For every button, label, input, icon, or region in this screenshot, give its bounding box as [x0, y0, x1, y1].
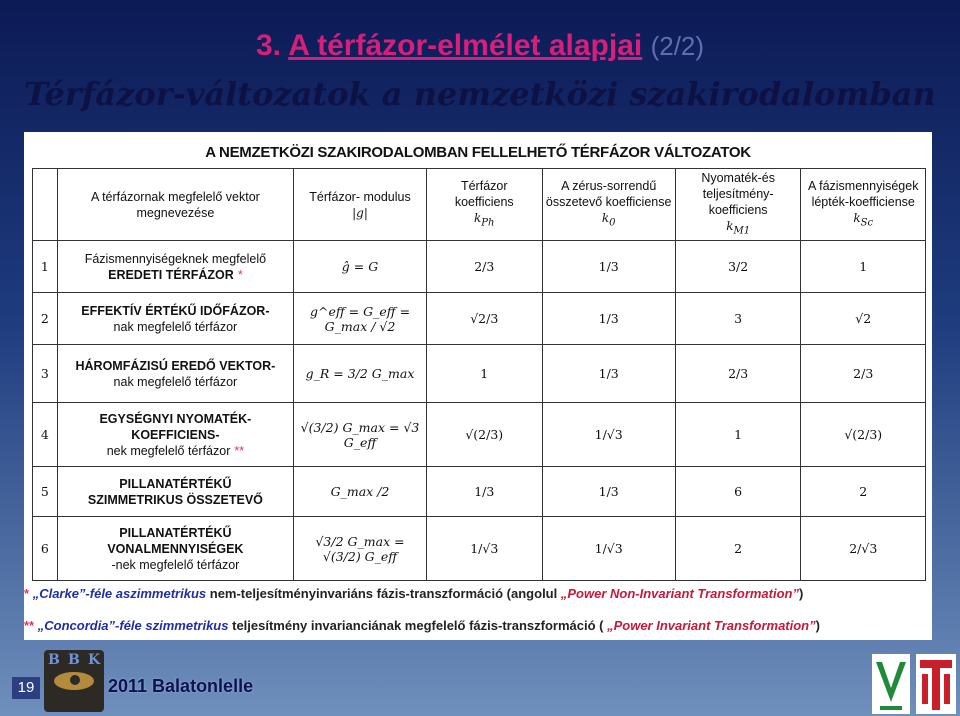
table-panel: [24, 132, 932, 640]
footnote-1-type: aszimmetrikus: [115, 586, 207, 601]
row-k0: 1/3: [542, 293, 675, 345]
row-kph: 1: [426, 345, 542, 403]
bbk-logo: [44, 650, 104, 712]
row-mark: **: [234, 443, 245, 458]
row-name: [57, 345, 293, 403]
row-k0: 1/3: [542, 241, 675, 293]
row-ksc: 2/3: [801, 345, 926, 403]
footnote-2-type: szimmetrikus: [145, 618, 229, 633]
header-kph-symbol: $k_{Ph}$: [474, 211, 495, 229]
row-k0: 1/√3: [542, 403, 675, 467]
logo-letter-1: B: [48, 652, 60, 668]
header-row: [33, 169, 926, 241]
row-name: [57, 293, 293, 345]
row-modulus: ĝ = G: [294, 241, 427, 293]
footnote-1-text: nem-teljesítményinvariáns fázis-transzformáció (angolul: [209, 586, 558, 601]
header-kph-label: Térfázor koefficiens: [454, 179, 514, 209]
table-row: [33, 467, 926, 517]
row-ksc: √2: [801, 293, 926, 345]
footnote-2: [24, 618, 820, 633]
row-name-line: SZIMMETRIKUS ÖSSZETEVŐ: [87, 492, 263, 507]
slide-subtitle: Térfázor-változatok a nemzetközi szakirodalomban: [24, 75, 936, 113]
row-ksc: 2/√3: [801, 517, 926, 581]
event-label: 2011 Balatonlelle: [108, 676, 254, 696]
row-name-line: PILLANATÉRTÉKŰ: [119, 525, 232, 540]
table-row: [33, 345, 926, 403]
row-name-line: nek megfelelő térfázor: [106, 443, 231, 458]
header-modulus: [294, 169, 427, 241]
row-kph: 2/3: [426, 241, 542, 293]
row-name-line: nak megfelelő térfázor: [113, 319, 238, 334]
row-kph: 1/3: [426, 467, 542, 517]
row-modulus: √(3/2) G_max = √3 G_eff: [294, 403, 427, 467]
footnote-2-mark: **: [24, 618, 35, 633]
row-kph: √2/3: [426, 293, 542, 345]
row-name-line-wrap: [61, 443, 290, 459]
header-k0: [542, 169, 675, 241]
header-k0-symbol: $k_0$: [601, 211, 616, 229]
row-k0: 1/3: [542, 345, 675, 403]
footnote-1-end: ): [799, 586, 804, 601]
row-name: [57, 403, 293, 467]
table-row: [33, 517, 926, 581]
header-k0-label: A zérus-sorrendű összetevő koefficiense: [545, 179, 672, 209]
header-name: A térfázornak megfelelő vektor megnevezése: [57, 169, 293, 241]
row-name-line: VONALMENNYISÉGEK: [107, 541, 244, 556]
header-km-label: Nyomaték-és teljesítmény- koefficiens: [701, 171, 775, 217]
footnote-2-text: teljesítmény invarianciának megfelelő fázis-transzformáció (: [232, 618, 604, 633]
header-ksc-symbol: $k_{Sc}$: [853, 211, 874, 229]
row-kph: 1/√3: [426, 517, 542, 581]
footnote-1: [24, 586, 803, 601]
row-k0: 1/√3: [542, 517, 675, 581]
header-km: [675, 169, 801, 241]
row-name: [57, 467, 293, 517]
row-name-line: KOEFFICIENS-: [131, 427, 220, 442]
row-index: 4: [33, 403, 58, 467]
row-name: [57, 241, 293, 293]
header-index: [33, 169, 58, 241]
logo-letter-2: B: [68, 652, 80, 668]
header-modulus-label: Térfázor- modulus: [309, 189, 411, 204]
row-name-line-wrap: [61, 267, 290, 283]
row-name-line: EREDETI TÉRFÁZOR: [108, 267, 234, 282]
table-title: A NEMZETKÖZI SZAKIRODALOMBAN FELLELHETŐ TÉRFÁZOR VÁLTOZATOK: [205, 144, 751, 161]
row-name: [57, 517, 293, 581]
slide-title: [0, 30, 960, 62]
row-name-line: EFFEKTÍV ÉRTÉKŰ IDŐFÁZOR-: [81, 303, 270, 318]
title-main: A térfázor-elmélet alapjai: [288, 29, 643, 62]
footnote-1-name: „Clarke”-féle: [32, 586, 113, 601]
row-name-line: nak megfelelő térfázor: [113, 374, 238, 389]
footnote-2-end: ): [815, 618, 820, 633]
row-index: 6: [33, 517, 58, 581]
table-row: [33, 293, 926, 345]
row-km: 3/2: [675, 241, 801, 293]
logo-letter-3: K: [88, 652, 101, 668]
title-part: (2/2): [650, 31, 705, 61]
row-km: 2/3: [675, 345, 801, 403]
row-ksc: √(2/3): [801, 403, 926, 467]
row-index: 3: [33, 345, 58, 403]
page-number: 19: [12, 677, 40, 699]
row-ksc: 2: [801, 467, 926, 517]
row-km: 3: [675, 293, 801, 345]
table-row: [33, 241, 926, 293]
row-kph: √(2/3): [426, 403, 542, 467]
row-modulus: G_max /2: [294, 467, 427, 517]
row-modulus: g^eff = G_eff = G_max / √2: [294, 293, 427, 345]
title-number: 3.: [255, 29, 281, 62]
header-ksc-label: A fázismennyiségek lépték-koefficiense: [807, 179, 919, 209]
row-index: 5: [33, 467, 58, 517]
faculty-logo-icon: [916, 654, 956, 714]
header-ksc: [801, 169, 926, 241]
footnote-2-name: „Concordia”-féle: [37, 618, 142, 633]
row-index: 2: [33, 293, 58, 345]
header-modulus-symbol: |g|: [352, 205, 368, 220]
row-name-line: EGYSÉGNYI NYOMATÉK-: [99, 411, 252, 426]
row-k0: 1/3: [542, 467, 675, 517]
table-row: [33, 403, 926, 467]
variants-table: [32, 168, 926, 581]
header-kph: [426, 169, 542, 241]
row-km: 6: [675, 467, 801, 517]
footnote-1-mark: *: [24, 586, 30, 601]
row-km: 1: [675, 403, 801, 467]
footnote-1-english: „Power Non-Invariant Transformation”: [560, 586, 799, 601]
row-name-line: -nek megfelelő térfázor: [111, 557, 240, 572]
row-modulus: √3/2 G_max = √(3/2) G_eff: [294, 517, 427, 581]
row-index: 1: [33, 241, 58, 293]
eye-icon: [54, 672, 94, 690]
row-km: 2: [675, 517, 801, 581]
row-mark: *: [237, 267, 243, 282]
row-ksc: 1: [801, 241, 926, 293]
row-name-line: PILLANATÉRTÉKŰ: [119, 476, 232, 491]
row-name-line: HÁROMFÁZISÚ EREDŐ VEKTOR-: [75, 358, 276, 373]
header-km-symbol: $k_{M1}$: [726, 219, 751, 237]
row-name-line: Fázismennyiségeknek megfelelő: [84, 251, 267, 266]
university-logo-icon: [872, 654, 910, 714]
row-modulus: g_R = 3/2 G_max: [294, 345, 427, 403]
footnote-2-english: „Power Invariant Transformation”: [607, 618, 816, 633]
